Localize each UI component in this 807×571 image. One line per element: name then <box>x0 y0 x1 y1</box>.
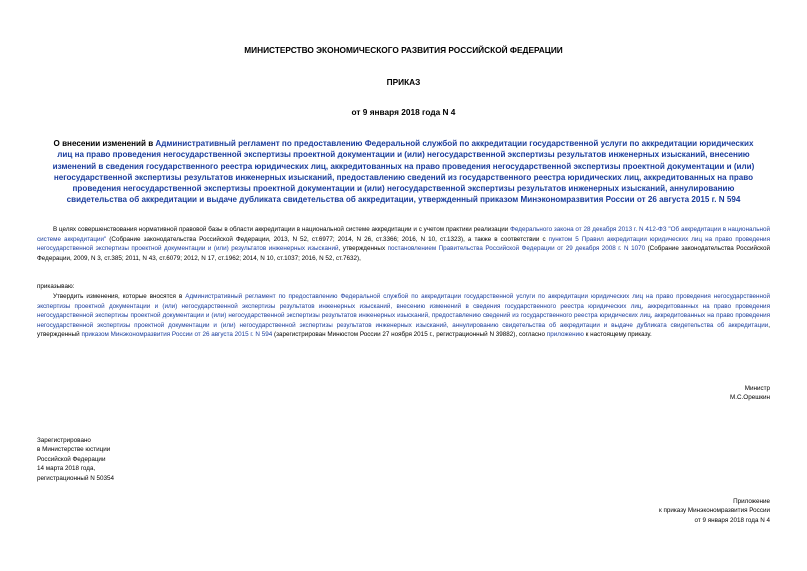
appendix-line: от 9 января 2018 года N 4 <box>694 516 770 524</box>
ministry-name: МИНИСТЕРСТВО ЭКОНОМИЧЕСКОГО РАЗВИТИЯ РОССИЙСКОЙ ФЕДЕРАЦИИ <box>244 45 563 55</box>
order-word: приказываю: <box>37 283 75 290</box>
order-594-link[interactable]: приказом Минэкономразвития России от 26 августа 2015 г. N 594 <box>81 331 273 338</box>
preamble-text-3: , утвержденных <box>338 245 388 252</box>
signature-position: Министр <box>744 385 770 392</box>
accreditation-rules-link[interactable]: пунктом 5 Правил аккредитации юридических лиц на право проведения негосударственной экспертизы проектной документации и (или) результатов инженерных изысканий <box>37 235 770 252</box>
signature-block <box>730 384 770 403</box>
registration-block <box>37 436 114 483</box>
document-date: от 9 января 2018 года N 4 <box>351 107 456 117</box>
body-text-4: к настоящему приказу. <box>583 331 652 338</box>
document-type: ПРИКАЗ <box>386 77 421 87</box>
appendix-line: к приказу Минэкономразвития России <box>658 507 770 515</box>
federal-law-link[interactable]: Федерального закона от 28 декабря 2013 г. N 412-ФЗ "Об аккредитации в национальной системе аккредитации" <box>37 226 770 243</box>
regulation-link[interactable]: Административный регламент по предоставлению Федеральной службой по аккредитации государственной услуги по аккредитации юридических лиц на право проведения негосударственной экспертизы проектной документации и (или) негосударственной экспертизы результатов инженерных изысканий, внесению изменений в сведения государственного реестра юридических лиц, аккредитованных на право проведения негосударственной экспертизы проектной документации и (или) негосударственной экспертизы результатов инженерных изысканий, предоставлению сведений из государственного реестра юридических лиц, аккредитованных на право проведения негосударственной экспертизы проектной документации и (или) негосударственной экспертизы результатов инженерных изысканий, аннулированию свидетельства об аккредитации и выдаче дубликата свидетельства об аккредитации <box>37 293 770 329</box>
preamble-text-1: В целях совершенствования нормативной правовой базы в области аккредитации в национальной системе аккредитации и с учетом практики реализации <box>53 226 511 233</box>
appendix-link[interactable]: приложению <box>546 331 584 338</box>
body-text-3: (зарегистрирован Минюстом России 27 ноября 2015 г., регистрационный N 39882), согласно <box>272 331 547 338</box>
signature-name: М.С.Орешкин <box>730 394 770 402</box>
registration-line: Зарегистрировано <box>37 437 91 444</box>
preamble-text-2: (Собрание законодательства Российской Федерации, 2013, N 52, ст.6977; 2014, N 26, ст.3366; 2016, N 10, ст.1323), а также в соответствии с <box>106 235 549 243</box>
appendix-line: Приложение <box>733 498 770 505</box>
registration-line: регистрационный N 50354 <box>37 474 115 482</box>
body-paragraph <box>37 292 770 340</box>
preamble-text-4: (Собрание законодательства Российской Федерации, 2009, N 3, ст.385; 2011, N 43, ст.6079; 2012, N 17, ст.1962; 2014, N 10, ст.1037; 2016, N 52, ст.7632), <box>37 245 771 262</box>
preamble-paragraph <box>37 225 770 263</box>
document-title <box>46 138 761 206</box>
body-text-2: , утвержденный <box>37 321 770 338</box>
government-decree-link[interactable]: постановлением Правительства Российской Федерации от 29 декабря 2008 г. N 1070 <box>387 245 646 252</box>
registration-line: Российской Федерации <box>37 455 106 463</box>
appendix-block <box>659 497 770 525</box>
title-prefix: О внесении изменений в <box>53 139 156 148</box>
regulation-title-link[interactable]: Административный регламент по предоставлению Федеральной службой по аккредитации государственной услуги по аккредитации юридических лиц на право проведения негосударственной экспертизы проектной документации и (или) негосударственной экспертизы результатов инженерных изысканий, внесению изменений в сведения государственного реестра юридических лиц, аккредитованных на право проведения негосударственной экспертизы проектной документации и (или) негосударственной экспертизы результатов инженерных изысканий, предоставлению сведений из государственного реестра юридических лиц, аккредитованных на право проведения негосударственной экспертизы проектной документации и (или) негосударственной экспертизы результатов инженерных изысканий, аннулированию свидетельства об аккредитации и выдаче дубликата свидетельства об аккредитации, утвержденный приказом Минэкономразвития России от 26 августа 2015 г. N 594 <box>52 139 755 205</box>
registration-line: 14 марта 2018 года, <box>37 465 96 473</box>
registration-line: в Министерстве юстиции <box>37 446 111 454</box>
body-text-1: Утвердить изменения, которые вносятся в <box>53 293 186 300</box>
